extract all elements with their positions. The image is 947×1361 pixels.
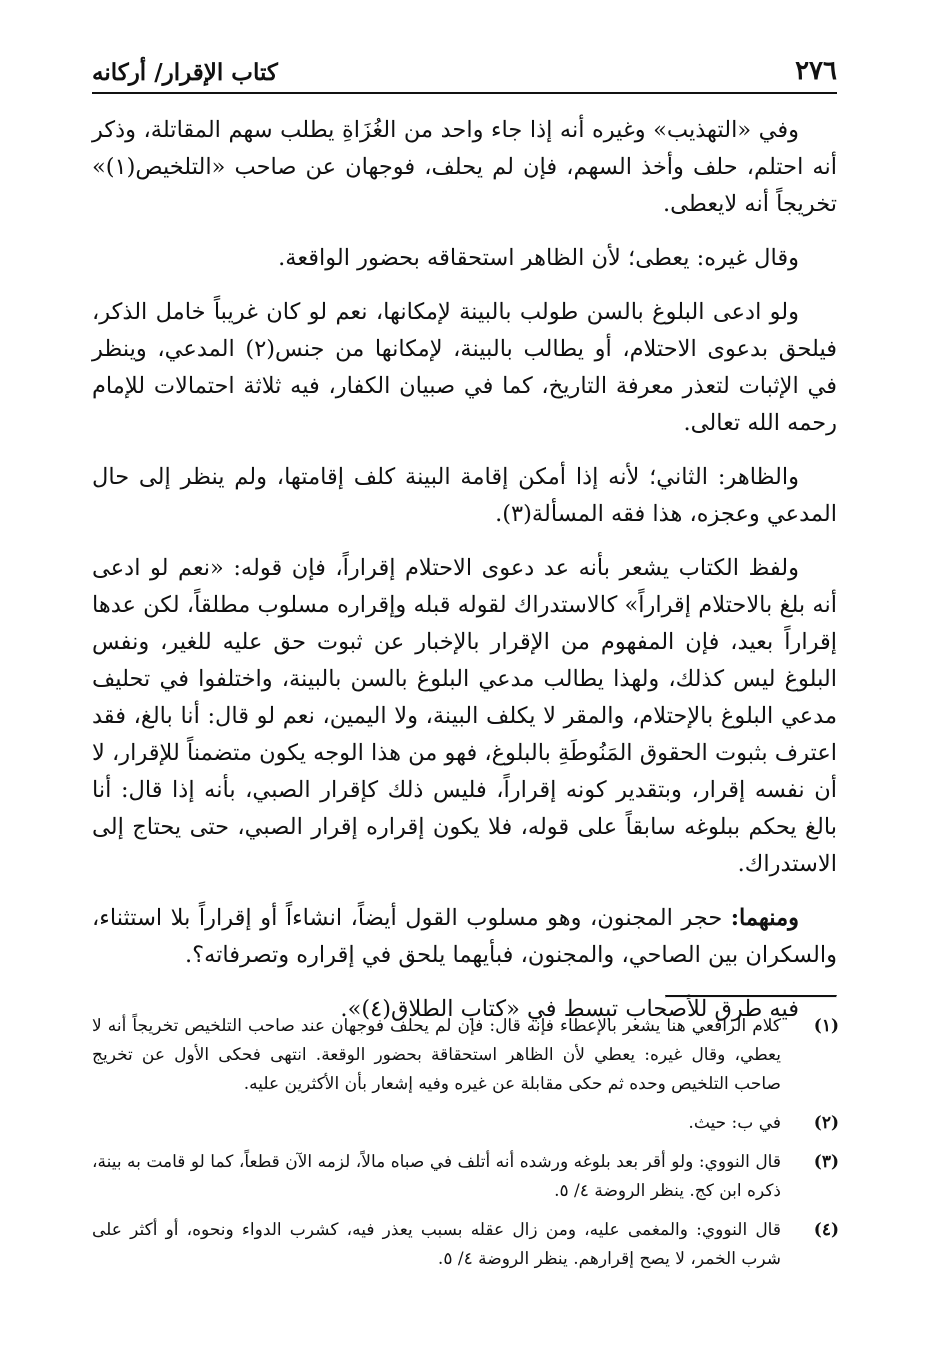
- footnote-text: قال النووي: والمغمى عليه، ومن زال عقله بسبب يعذر فيه، كشرب الدواء ونحوه، أو أكثر على شرب الخمر، لا يصح إقرارهم. ينظر الروضة ٤/ ٥.: [92, 1220, 781, 1269]
- footnote-text: كلام الرافعي هنا يشعر بالإعطاء فإنه قال: فإن لم يحلف فوجهان عند صاحب التلخيص تخريجاً أنه لا يعطي، وقال غيره: يعطي لأن الظاهر استحقاقة بحضور الوقعة. انتهى فحكى الأول عن تخريج صاحب التلخيص وحده ثم حكى مقابلة عن غيره وفيه إشعار بأن الأكثرين عليه.: [92, 1016, 781, 1094]
- footnote-number: (٢): [813, 1113, 839, 1133]
- footnote: [92, 1148, 839, 1206]
- paragraph-text: وقال غيره: يعطى؛ لأن الظاهر استحقاقه بحضور الواقعة.: [278, 245, 799, 271]
- footnote-divider: [665, 995, 837, 998]
- paragraph: [92, 900, 837, 974]
- paragraph-text: فيه طرق للأصحاب تبسط في «كتاب الطلاق(٤)».: [340, 996, 799, 1022]
- paragraph: [92, 550, 837, 883]
- paragraph-lead: ومنهما:: [730, 905, 799, 931]
- page-number: ٢٧٦: [795, 56, 837, 86]
- paragraph-text: والظاهر: الثاني؛ لأنه إذا أمكن إقامة البينة كلف إقامتها، ولم ينظر إلى حال المدعي وعجزه، هذا فقه المسألة(٣).: [92, 464, 837, 527]
- page-header: [92, 52, 837, 94]
- footnote-text: في ب: حيث.: [688, 1113, 781, 1133]
- footnote: [92, 1012, 839, 1099]
- paragraph: [92, 112, 837, 223]
- paragraph: [92, 294, 837, 442]
- running-title: كتاب الإقرار/ أركانه: [92, 59, 278, 86]
- footnote: [92, 1109, 839, 1138]
- paragraph-text: ولو ادعى البلوغ بالسن طولب بالبينة لإمكانها، نعم لو كان غريباً خامل الذكر، فيلحق بدعوى الاحتلام، أو يطالب بالبينة، لإمكانها من جنس(٢) المدعي، وينظر في الإثبات لتعذر معرفة التاريخ، كما في صبيان الكفار، فيه ثلاثة احتمالات للإمام رحمه الله تعالى.: [92, 299, 837, 436]
- paragraph-text: حجر المجنون، وهو مسلوب القول أيضاً، انشاءاً أو إقراراً بلا استثناء، والسكران بين الصاحي، والمجنون، فبأيهما يلحق في إقراره وتصرفاته؟.: [92, 905, 837, 968]
- paragraph: [92, 459, 837, 533]
- paragraph: [92, 240, 837, 277]
- paragraph-text: وفي «التهذيب» وغيره أنه إذا جاء واحد من الغُزَاةِ يطلب سهم المقاتلة، وذكر أنه احتلم، حلف وأخذ السهم، فإن لم يحلف، فوجهان عن صاحب «التلخيص(١)» تخريجاً أنه لايعطى.: [92, 117, 837, 217]
- footnote-number: (٤): [813, 1220, 839, 1240]
- footnote-number: (١): [813, 1016, 839, 1036]
- paragraph-text: ولفظ الكتاب يشعر بأنه عد دعوى الاحتلام إقراراً، فإن قوله: «نعم لو ادعى أنه بلغ بالاحتلام إقراراً» كالاستدراك لقوله قبله وإقراره مسلوب مطلقاً، لكن عدها إقراراً بعيد، فإن المفهوم من الإقرار بالإخبار عن ثبوت حق عليه للغير، ونفس البلوغ ليس كذلك، ولهذا يطالب مدعي البلوغ بالسن بالبينة، واختلفوا في تحليف مدعي البلوغ بالإحتلام، والمقر لا يكلف البينة، ولا اليمين، نعم لو قال: أنا بالغ، فقد اعترف بثبوت الحقوق المَنُوطَةِ بالبلوغ، فهو من هذا الوجه يكون متضمناً للإقرار، لا أن نفسه إقرار، وبتقدير كونه إقراراً، فليس ذلك كإقرار الصبي، بأنه إذا قال: أنا بالغ يحكم ببلوغه سابقاً على قوله، فلا يكون إقراره إقرار الصبي، حتى يحتاج إلى الاستدراك.: [92, 555, 837, 877]
- main-text: [92, 112, 837, 1045]
- footnotes: [92, 1012, 839, 1284]
- footnote: [92, 1216, 839, 1274]
- footnote-text: قال النووي: ولو أقر بعد بلوغه ورشده أنه أتلف في صباه مالاً، لزمه الآن قطعاً، كما لو قامت به بينة، ذكره ابن كج. ينظر الروضة ٤/ ٥.: [92, 1152, 781, 1201]
- footnote-number: (٣): [813, 1152, 839, 1172]
